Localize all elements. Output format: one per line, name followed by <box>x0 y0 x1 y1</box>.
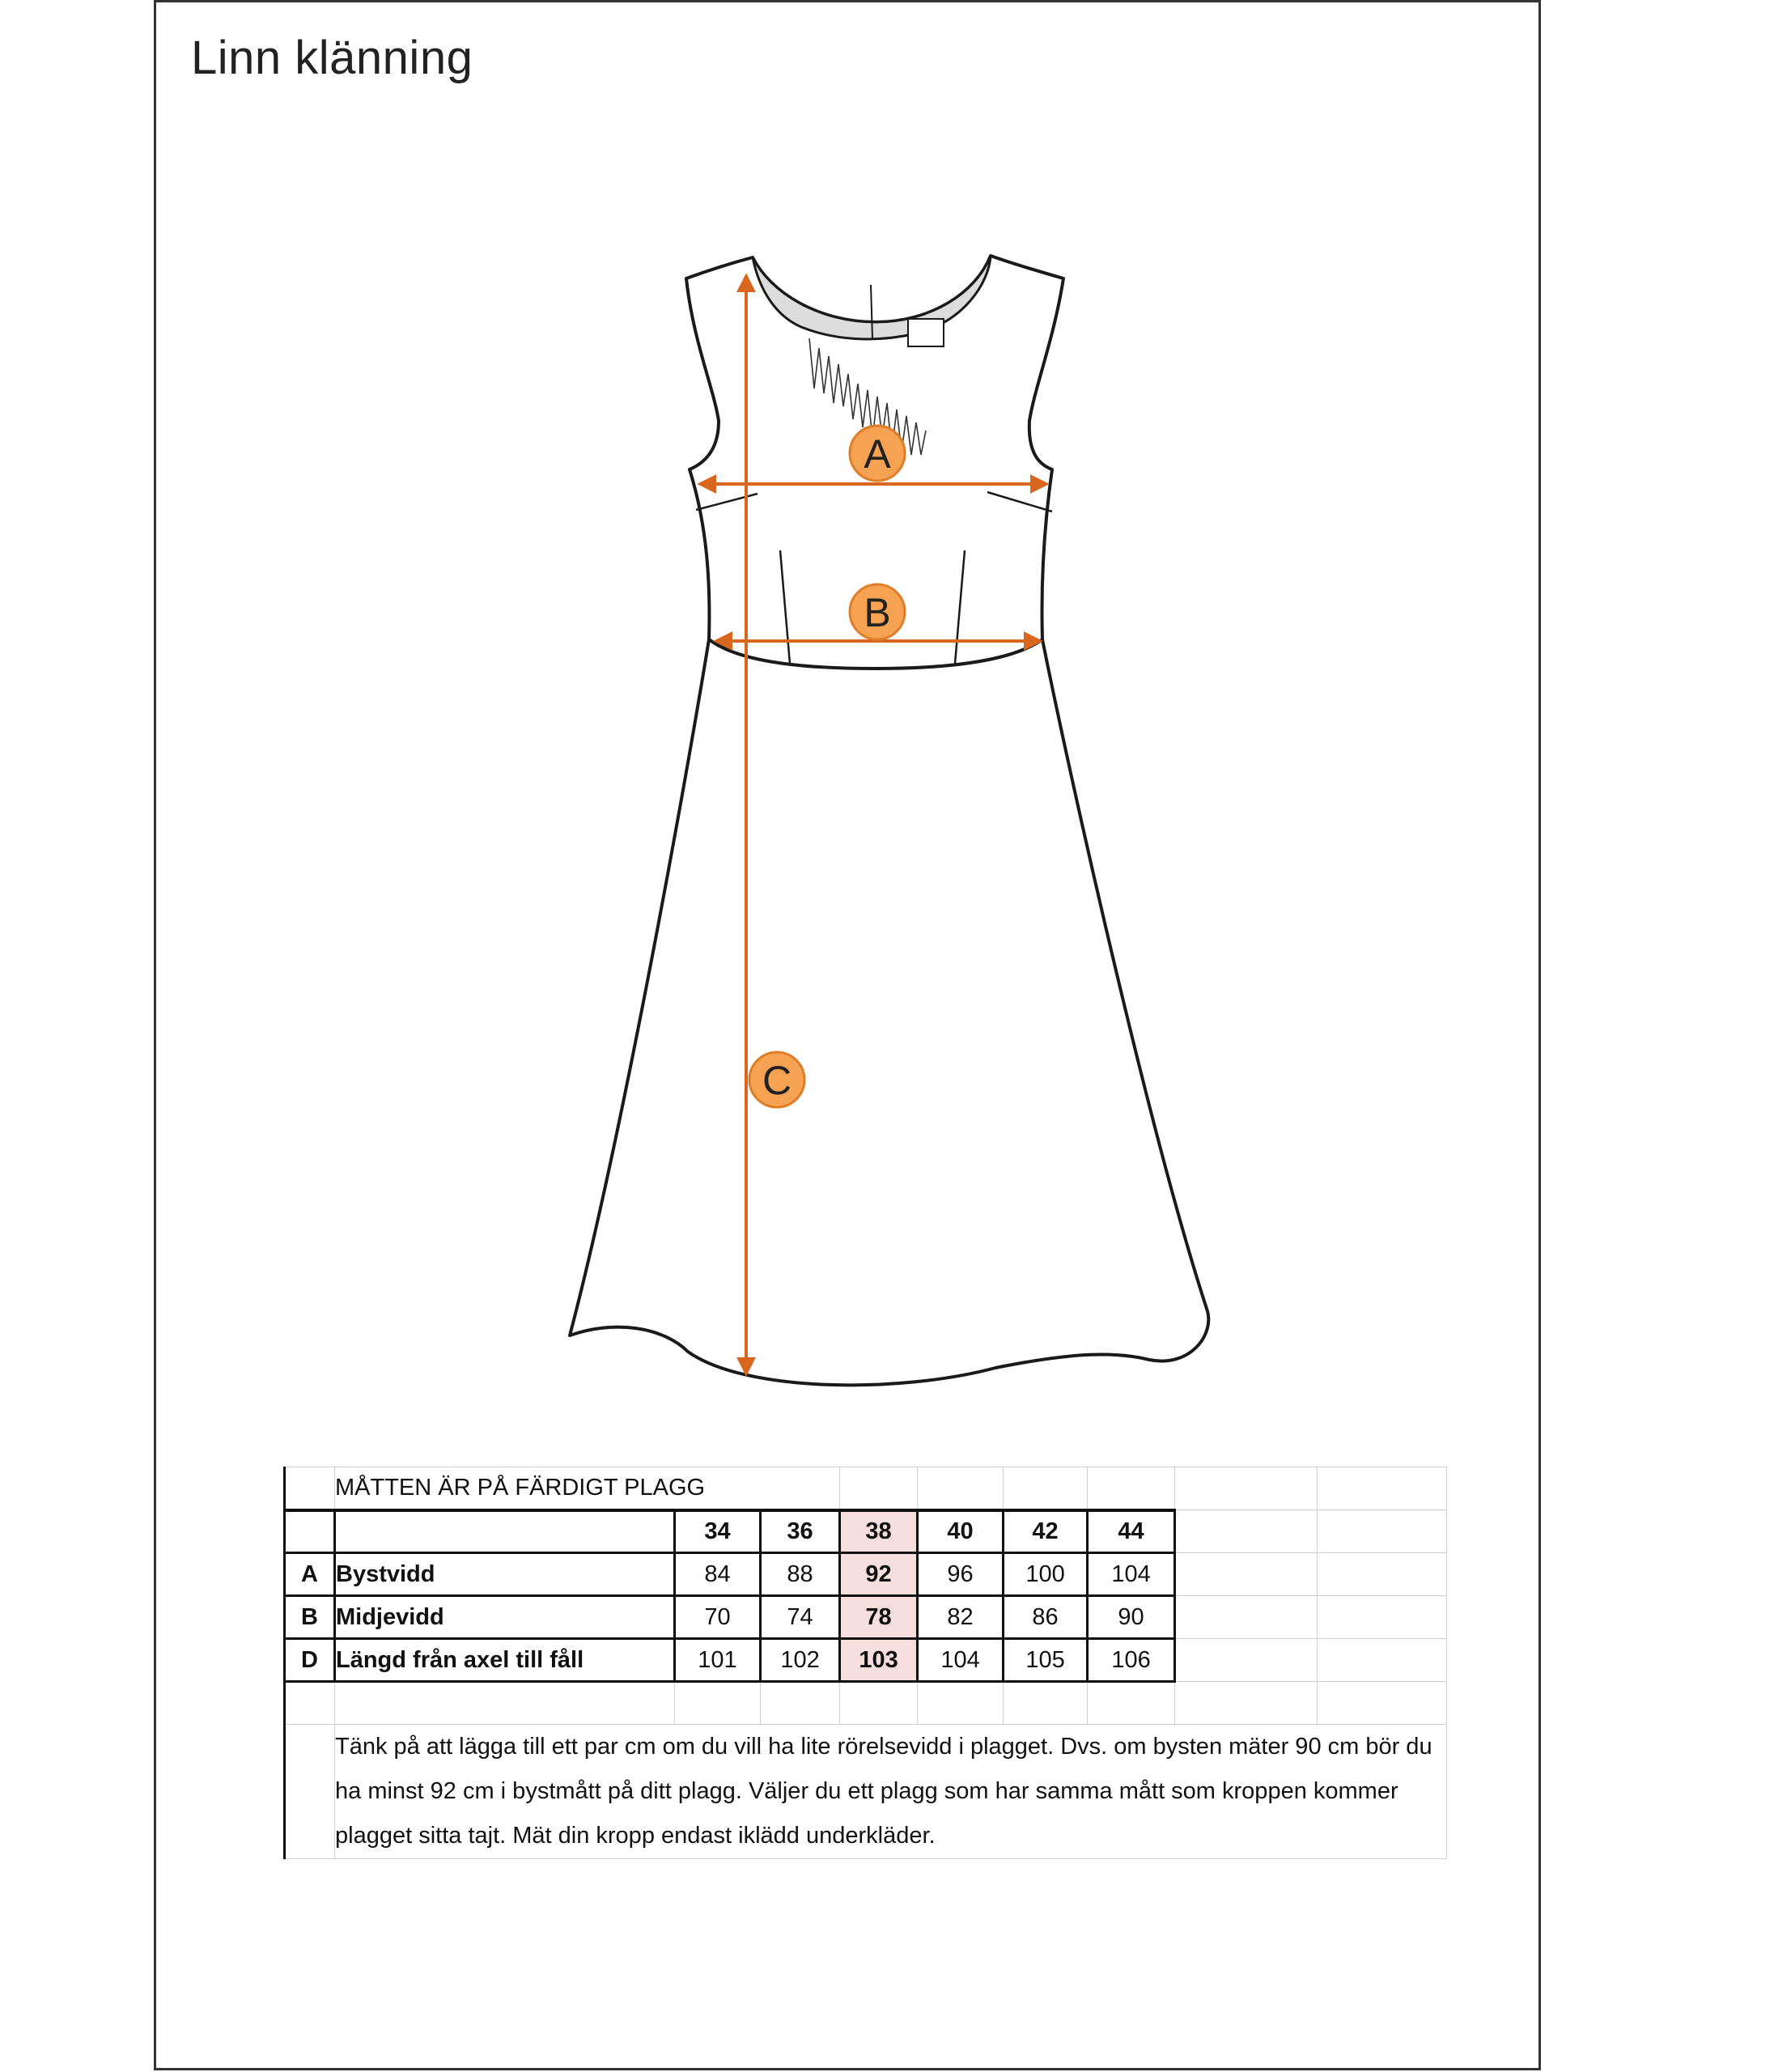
neckline-facing <box>753 256 991 455</box>
note-row <box>285 1725 1447 1859</box>
marker-b-label: B <box>864 590 891 635</box>
size-header-highlighted: 38 <box>840 1510 918 1553</box>
row-label: Bystvidd <box>335 1553 675 1596</box>
table-cell: 96 <box>918 1553 1004 1596</box>
table-caption: MÅTTEN ÄR PÅ FÄRDIGT PLAGG <box>335 1467 840 1510</box>
marker-c-label: C <box>762 1058 792 1103</box>
size-table-wrap <box>283 1467 1445 1859</box>
size-header: 44 <box>1088 1510 1175 1553</box>
size-table <box>283 1467 1447 1859</box>
table-cell: 104 <box>918 1639 1004 1682</box>
table-cell: 74 <box>761 1596 840 1639</box>
size-header: 42 <box>1004 1510 1088 1553</box>
table-cell: 70 <box>675 1596 761 1639</box>
marker-b <box>850 584 905 639</box>
row-letter: B <box>285 1596 335 1639</box>
size-header: 36 <box>761 1510 840 1553</box>
size-header: 34 <box>675 1510 761 1553</box>
table-cell: 82 <box>918 1596 1004 1639</box>
table-cell-highlighted: 92 <box>840 1553 918 1596</box>
table-cell: 102 <box>761 1639 840 1682</box>
table-cell: 86 <box>1004 1596 1088 1639</box>
table-cell: 105 <box>1004 1639 1088 1682</box>
size-header: 40 <box>918 1510 1004 1553</box>
row-letter: D <box>285 1639 335 1682</box>
marker-a-label: A <box>864 431 891 477</box>
table-cell: 100 <box>1004 1553 1088 1596</box>
table-cell-highlighted: 103 <box>840 1639 918 1682</box>
table-row <box>285 1596 1447 1639</box>
table-cell: 101 <box>675 1639 761 1682</box>
header-row <box>285 1510 1447 1553</box>
marker-a <box>850 426 905 481</box>
row-letter: A <box>285 1553 335 1596</box>
row-label: Midjevidd <box>335 1596 675 1639</box>
fit-note: Tänk på att lägga till ett par cm om du vill ha lite rörelsevidd i plagget. Dvs. om bysten mäter 90 cm bör du ha minst 92 cm i bystmått på ditt plagg. Väljer du ett plagg som har samma mått som kroppen kommer plagget sitta tajt. Mät din kropp endast iklädd underkläder. <box>335 1725 1447 1859</box>
table-cell: 90 <box>1088 1596 1175 1639</box>
table-row <box>285 1639 1447 1682</box>
table-cell-highlighted: 78 <box>840 1596 918 1639</box>
table-row <box>285 1553 1447 1596</box>
table-cell: 104 <box>1088 1553 1175 1596</box>
caption-row <box>285 1467 1447 1510</box>
table-cell: 106 <box>1088 1639 1175 1682</box>
table-cell: 84 <box>675 1553 761 1596</box>
page-title: Linn klänning <box>191 32 473 84</box>
table-cell: 88 <box>761 1553 840 1596</box>
marker-c <box>749 1052 804 1107</box>
row-label: Längd från axel till fåll <box>335 1639 675 1682</box>
spacer-row <box>285 1682 1447 1725</box>
